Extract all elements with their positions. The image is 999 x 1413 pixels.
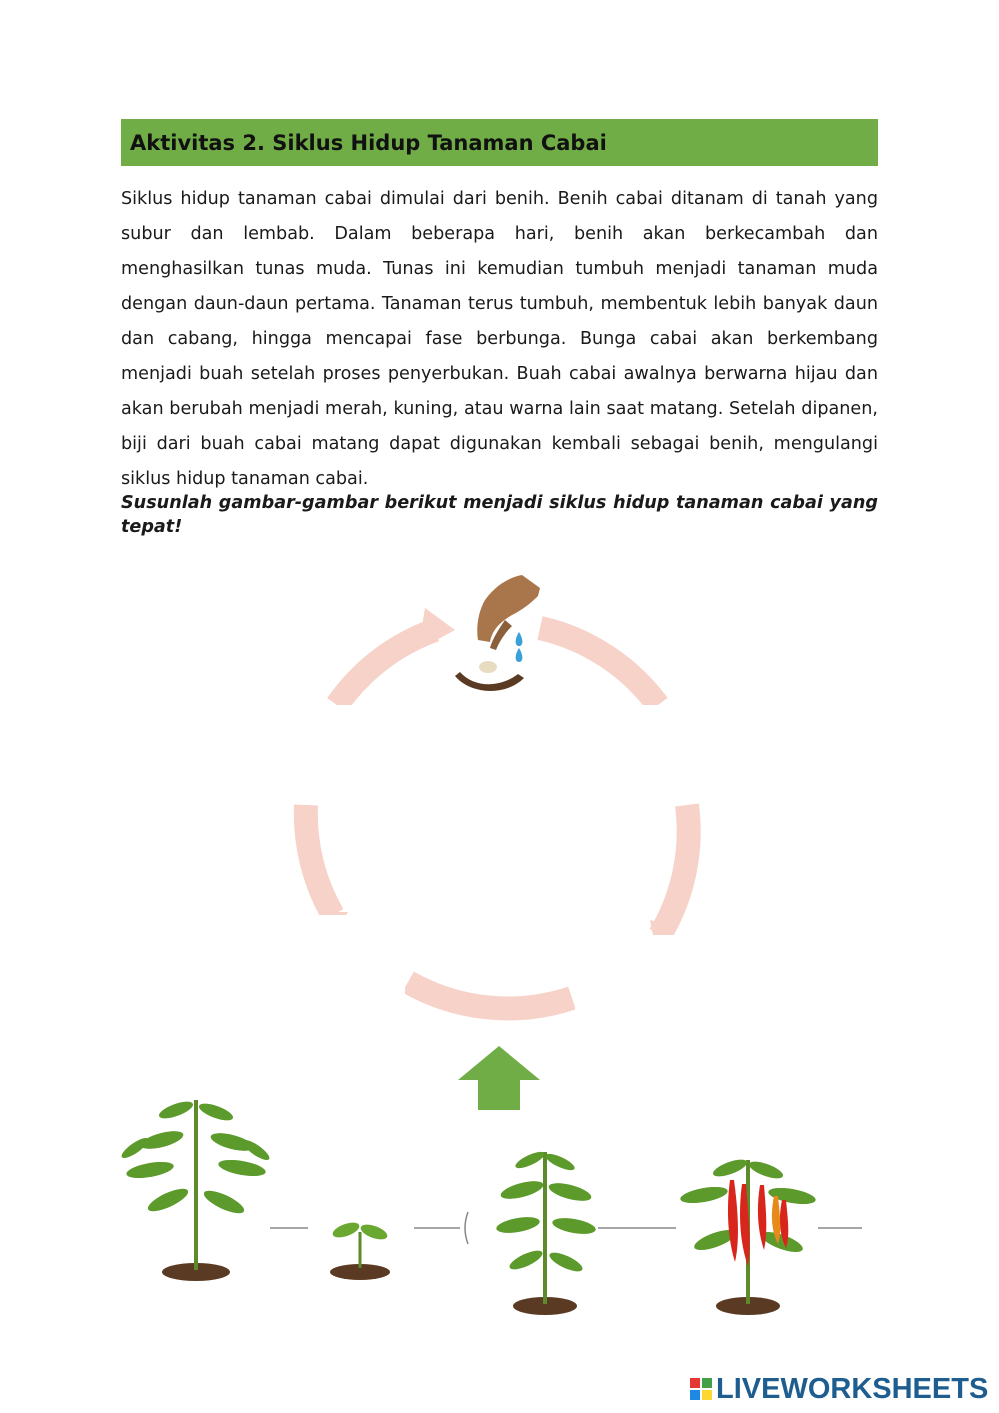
fruiting-plant-card[interactable] [679, 1156, 817, 1315]
description-paragraph: Siklus hidup tanaman cabai dimulai dari benih. Benih cabai ditanam di tanah yang subur dan lembab. Dalam beberapa hari, benih akan berkecambah dan menghasilkan tunas muda. Tunas ini kemudian tumbuh menjadi tanaman muda dengan daun-daun pertama. Tanaman terus tumbuh, membentuk lebih banyak daun dan cabang, hingga mencapai fase berbunga. Bunga cabai akan berkembang menjadi buah setelah proses penyerbukan. Buah cabai awalnya berwarna hijau dan akan berubah menjadi merah, kuning, atau warna lain saat matang. Setelah dipanen, biji dari buah cabai matang dapat digunakan kembali sebagai benih, mengulangi siklus hidup tanaman cabai. [121, 189, 878, 489]
cycle-arc-right [660, 805, 689, 935]
young-plant-card[interactable] [495, 1149, 597, 1315]
instruction-text: Susunlah gambar-gambar berikut menjadi siklus hidup tanaman cabai yang tepat! [121, 493, 878, 537]
activity-title: Aktivitas 2. Siklus Hidup Tanaman Cabai [130, 130, 607, 155]
cycle-arc-left [306, 805, 333, 915]
mature-plant-card[interactable] [119, 1098, 272, 1281]
cycle-arrowhead-top [418, 608, 455, 650]
fruiting-chili-plant-icon [679, 1156, 817, 1315]
drop-zone-left[interactable] [215, 705, 365, 800]
hand-planting-seed-icon [455, 575, 540, 691]
drop-zone-bottom-right[interactable] [575, 935, 735, 1020]
logo-mark-icon [690, 1378, 712, 1400]
liveworksheets-logo [690, 1372, 988, 1406]
cycle-arc-bottom [408, 982, 572, 1008]
logo-text: LIVEWORKSHEETS [716, 1372, 989, 1405]
sprout-card[interactable] [330, 1220, 390, 1280]
sprout-icon [330, 1220, 390, 1280]
mature-chili-plant-icon [119, 1098, 272, 1281]
cycle-arc-top-right [540, 628, 658, 705]
drop-zone-right[interactable] [620, 705, 780, 800]
green-up-arrow [458, 1046, 540, 1110]
young-chili-plant-icon [495, 1149, 597, 1315]
drop-zone-bottom-left[interactable] [250, 915, 405, 1010]
